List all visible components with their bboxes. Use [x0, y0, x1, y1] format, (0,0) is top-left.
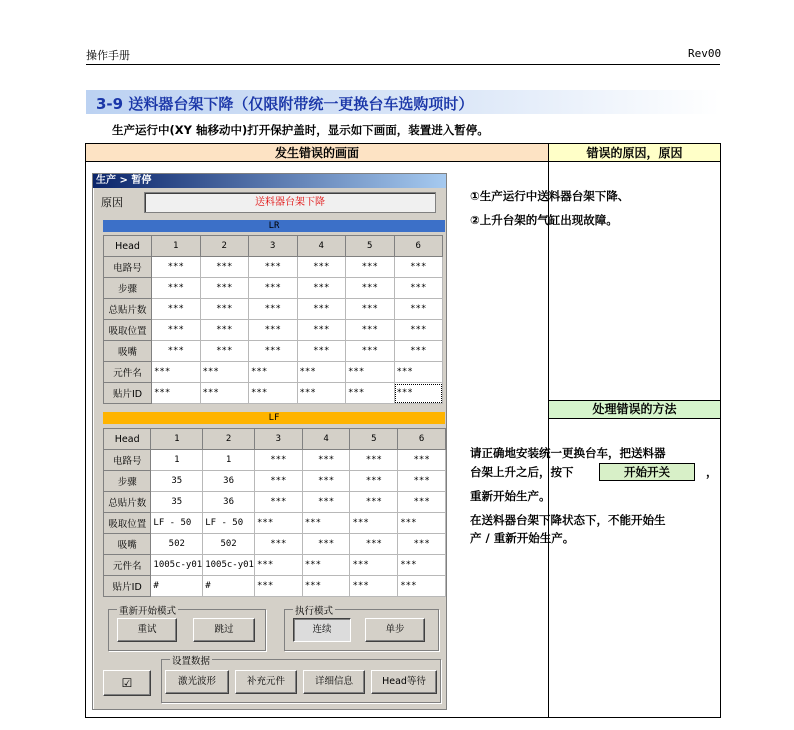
laser-waveform-button[interactable]: 激光波形	[165, 670, 229, 694]
exec-mode-group	[284, 606, 439, 651]
grid-row	[104, 383, 443, 404]
grid-row	[104, 576, 446, 597]
grid-cell: 36	[203, 492, 255, 513]
fix-line-3: 重新开始生产。	[470, 489, 551, 503]
dialog-title: 生产 > 暂停	[93, 174, 446, 188]
cause-item-1: ①生产运行中送料器台架下降、	[470, 189, 630, 203]
grid-cell: ***	[249, 278, 298, 299]
details-button[interactable]: 详细信息	[303, 670, 365, 694]
grid-cell: ***	[152, 320, 201, 341]
grid-cell: ***	[200, 257, 249, 278]
grid-cell: ***	[346, 257, 395, 278]
grid-cell: ***	[297, 278, 346, 299]
fix-line-5: 产 / 重新开始生产。	[470, 531, 575, 545]
error-fix-header: 处理错误的方法	[549, 400, 720, 419]
column-divider	[548, 144, 549, 717]
restart-mode-group	[108, 606, 266, 651]
grid-cell: 1	[203, 450, 255, 471]
grid-column-header: 5	[346, 236, 395, 257]
grid-cell: ***	[200, 362, 249, 383]
grid-row	[104, 278, 443, 299]
grid-cell: ***	[297, 341, 346, 362]
grid-cell: 502	[203, 534, 255, 555]
grid-cell: ***	[346, 320, 395, 341]
grid-column-header: 1	[151, 429, 203, 450]
grid-cell: ***	[249, 383, 298, 404]
continuous-button[interactable]: 连续	[293, 618, 351, 642]
grid-row	[104, 362, 443, 383]
grid-cell: LF - 50	[151, 513, 203, 534]
grid-row	[104, 513, 446, 534]
grid-cell: 35	[151, 492, 203, 513]
grid-cell: ***	[350, 513, 398, 534]
grid-cell: ***	[254, 492, 302, 513]
grid-row	[104, 555, 446, 576]
grid-cell: ***	[297, 320, 346, 341]
grid-row-label: 吸嘴	[104, 534, 151, 555]
grid-column-header: 6	[398, 429, 446, 450]
grid-cell: ***	[254, 555, 302, 576]
grid-row	[104, 320, 443, 341]
lr-header-bar: LR	[103, 220, 445, 232]
grid-cell: ***	[350, 450, 398, 471]
grid-row	[104, 471, 446, 492]
grid-cell: ***	[200, 383, 249, 404]
grid-cell: ***	[152, 299, 201, 320]
exec-mode-caption: 执行模式	[293, 603, 335, 617]
settings-data-caption: 设置数据	[170, 653, 212, 667]
grid-cell: ***	[254, 534, 302, 555]
grid-column-header: 3	[249, 236, 298, 257]
grid-cell: ***	[398, 513, 446, 534]
grid-cell: ***	[398, 576, 446, 597]
grid-row-label: 电路号	[104, 257, 152, 278]
skip-button[interactable]: 跳过	[193, 618, 255, 642]
grid-cell: 502	[151, 534, 203, 555]
grid-cell: ***	[249, 320, 298, 341]
restart-mode-caption: 重新开始模式	[117, 603, 178, 617]
grid-cell: ***	[394, 320, 443, 341]
grid-cell: 36	[203, 471, 255, 492]
section-intro: 生产运行中(XY 轴移动中)打开保护盖时，显示如下画面，装置进入暂停。	[112, 123, 489, 137]
retry-button[interactable]: 重试	[117, 618, 177, 642]
grid-cell: ***	[398, 534, 446, 555]
grid-column-header: 2	[200, 236, 249, 257]
grid-cell: ***	[302, 576, 350, 597]
grid-cell: ***	[302, 513, 350, 534]
grid-cell: ***	[249, 362, 298, 383]
lf-header-bar: LF	[103, 412, 445, 424]
grid-cell: ***	[302, 555, 350, 576]
grid-cell: 1005c-y01	[151, 555, 203, 576]
grid-cell: ***	[346, 278, 395, 299]
grid-cell: ***	[350, 471, 398, 492]
grid-cell: ***	[152, 341, 201, 362]
fix-line-2a: 台架上升之后，按下	[470, 465, 574, 479]
grid-cell: ***	[398, 555, 446, 576]
grid-cell: ***	[394, 362, 443, 383]
grid-cell: ***	[302, 534, 350, 555]
grid-cell: ***	[249, 257, 298, 278]
grid-cell: ***	[346, 383, 395, 404]
grid-cell: ***	[394, 341, 443, 362]
grid-row-label: 吸取位置	[104, 513, 151, 534]
grid-cell: ***	[394, 257, 443, 278]
grid-cell: ***	[152, 278, 201, 299]
grid-row-label: 电路号	[104, 450, 151, 471]
grid-cell: ***	[398, 471, 446, 492]
grid-column-header: 6	[394, 236, 443, 257]
grid-cell: 35	[151, 471, 203, 492]
grid-row-label: 总贴片数	[104, 492, 151, 513]
grid-cell: ***	[346, 299, 395, 320]
grid-cell: ***	[350, 492, 398, 513]
single-step-button[interactable]: 单步	[365, 618, 425, 642]
grid-row-label: 总贴片数	[104, 299, 152, 320]
revision-label: Rev00	[688, 47, 722, 60]
fix-line-4: 在送料器台架下降状态下，不能开始生	[470, 513, 666, 527]
grid-cell: ***	[200, 299, 249, 320]
grid-cell: ***	[350, 555, 398, 576]
grid-row-label: 步骤	[104, 471, 151, 492]
grid-cell: ***	[398, 492, 446, 513]
header-divider	[86, 64, 720, 65]
pause-dialog	[92, 173, 447, 710]
grid-column-header: 1	[152, 236, 201, 257]
grid-cell: ***	[249, 299, 298, 320]
fix-line-1: 请正确地安装统一更换台车，把送料器	[470, 446, 666, 460]
grid-cell: ***	[297, 299, 346, 320]
grid-cell: ***	[152, 362, 201, 383]
reason-value: 送料器台架下降	[144, 192, 436, 213]
grid-row-label: 吸嘴	[104, 341, 152, 362]
grid-cell: ***	[398, 450, 446, 471]
grid-column-header: 3	[254, 429, 302, 450]
grid-cell: ***	[394, 383, 443, 404]
grid-row	[104, 299, 443, 320]
checkbox-icon[interactable]: ☑	[103, 670, 151, 696]
grid-cell: #	[203, 576, 255, 597]
grid-column-header: 2	[203, 429, 255, 450]
grid-cell: ***	[302, 492, 350, 513]
grid-row-label: 贴片ID	[104, 383, 152, 404]
grid-cell: ***	[297, 383, 346, 404]
section-title: 3-9 送料器台架下降（仅限附带统一更换台车选购项时）	[96, 95, 474, 113]
start-switch-label: 开始开关	[599, 463, 695, 481]
reason-label: 原因	[101, 196, 123, 209]
grid-row	[104, 257, 443, 278]
grid-head-label: Head	[104, 429, 151, 450]
grid-row-label: 贴片ID	[104, 576, 151, 597]
grid-column-header: 5	[350, 429, 398, 450]
grid-row-label: 元件名	[104, 362, 152, 383]
grid-head-label: Head	[104, 236, 152, 257]
grid-cell: ***	[254, 450, 302, 471]
lf-status-grid	[103, 428, 446, 597]
lr-status-grid	[103, 235, 443, 404]
grid-row	[104, 341, 443, 362]
grid-cell: ***	[346, 362, 395, 383]
grid-cell: ***	[346, 341, 395, 362]
grid-cell: ***	[200, 341, 249, 362]
grid-cell: ***	[254, 513, 302, 534]
head-wait-button[interactable]: Head等待	[371, 670, 437, 694]
manual-title: 操作手册	[86, 49, 130, 62]
grid-cell: ***	[254, 576, 302, 597]
replenish-parts-button[interactable]: 补充元件	[235, 670, 297, 694]
grid-cell: 1005c-y01	[203, 555, 255, 576]
fix-line-2b: ，	[706, 465, 718, 479]
cause-item-2: ②上升台架的气缸出现故障。	[470, 213, 618, 227]
grid-cell: ***	[254, 471, 302, 492]
grid-cell: ***	[350, 576, 398, 597]
grid-cell: LF - 50	[203, 513, 255, 534]
grid-column-header: 4	[302, 429, 350, 450]
error-screen-header: 发生错误的画面	[86, 144, 548, 162]
grid-cell: #	[151, 576, 203, 597]
grid-cell: ***	[152, 383, 201, 404]
grid-row	[104, 450, 446, 471]
grid-row-label: 吸取位置	[104, 320, 152, 341]
grid-cell: ***	[302, 450, 350, 471]
grid-row	[104, 534, 446, 555]
settings-data-group	[161, 656, 441, 703]
grid-cell: ***	[350, 534, 398, 555]
grid-column-header: 4	[297, 236, 346, 257]
grid-row	[104, 492, 446, 513]
grid-cell: ***	[394, 299, 443, 320]
grid-cell: ***	[249, 341, 298, 362]
grid-cell: ***	[394, 278, 443, 299]
grid-cell: 1	[151, 450, 203, 471]
grid-cell: ***	[297, 362, 346, 383]
grid-row-label: 元件名	[104, 555, 151, 576]
grid-cell: ***	[152, 257, 201, 278]
grid-cell: ***	[302, 471, 350, 492]
grid-cell: ***	[200, 320, 249, 341]
error-cause-header: 错误的原因，原因	[549, 144, 720, 162]
grid-cell: ***	[200, 278, 249, 299]
grid-row-label: 步骤	[104, 278, 152, 299]
grid-cell: ***	[297, 257, 346, 278]
